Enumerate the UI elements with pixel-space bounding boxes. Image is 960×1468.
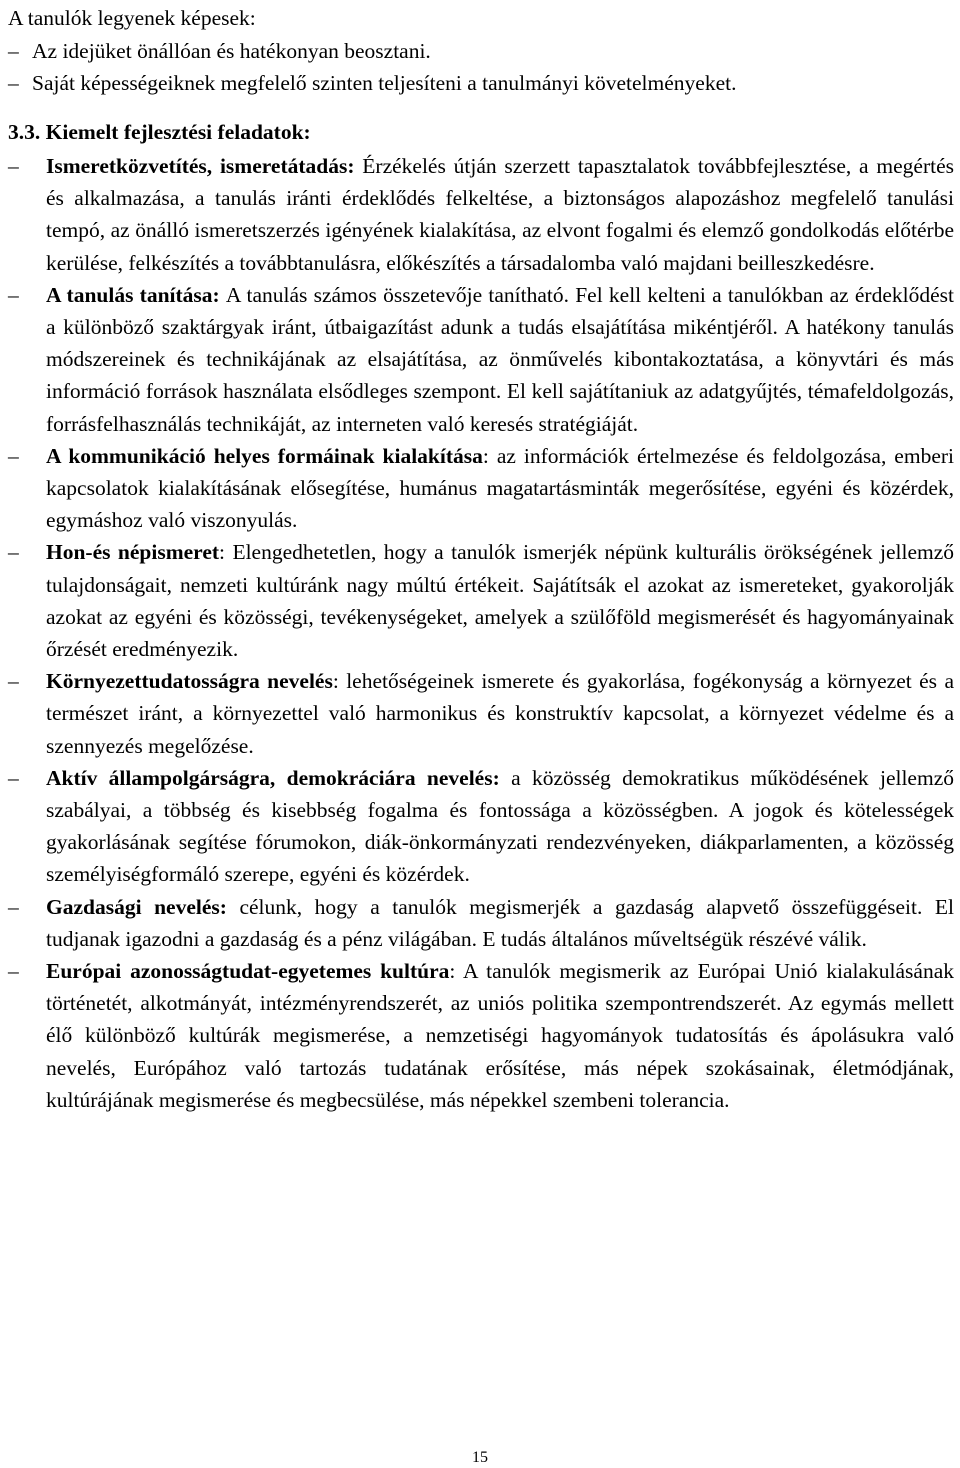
dash-bullet-icon: – [8, 765, 19, 790]
section-number: 3.3. [8, 120, 41, 144]
list-item [8, 762, 954, 891]
item-text: A tanulás számos összetevője tanítható. Fel kell kelteni a tanulókban az érdeklődést a különböző szaktárgyak iránt, útbaigazítást adunk a tudás elsajátítása mikéntjéről. A hatékony tanulás módszereinek és technikájának az elsajátítása, az önművelés kibontakoztatása, a könyvtári és más információ források használata elsődleges szempont. El kell sajátítaniuk az adatgyűjtés, témafeldolgozás, forrásfelhasználás technikáját, az interneten való keresés stratégiáját. [46, 282, 954, 436]
page-number: 15 [472, 1449, 488, 1466]
section-title: Kiemelt fejlesztési feladatok: [45, 120, 311, 144]
dash-bullet-icon: – [8, 443, 19, 468]
item-text: Érzékelés útján szerzett tapasztalatok továbbfejlesztése, a megértés és alkalmazása, a tanulás iránti érdeklődés felkeltése, a biztonságos alapozáshoz megfelelő tanulási tempó, az önálló ismeretszerzés igényének kialakítása, az elvont fogalmi és elemző gondolkodás előtérbe kerülése, felkészítés a továbbtanulásra, előkészítés a társadalomba való majdani beilleszkedésre. [46, 154, 954, 275]
intro-item [8, 67, 953, 100]
dash-bullet-icon: – [8, 38, 19, 63]
item-term: Környezettudatosságra nevelés [46, 669, 333, 694]
dash-bullet-icon: – [8, 282, 19, 307]
dash-bullet-icon: – [8, 71, 19, 95]
list-item [8, 955, 954, 1116]
item-text: célunk, hogy a tanulók megismerjék a gazdaság alapvető összefüggéseit. El tudjanak igazodni a gazdaság és a pénz világában. E tudás általános műveltségük részévé válik. [46, 894, 955, 951]
section-heading [8, 116, 311, 149]
list-item [8, 536, 954, 665]
list-item [8, 440, 954, 537]
item-term: Európai azonosságtudat-egyetemes kultúra [46, 959, 450, 984]
dash-bullet-icon: – [8, 894, 19, 919]
intro-item-text: Saját képességeiknek megfelelő szinten teljesíteni a tanulmányi követelményeket. [32, 71, 737, 95]
item-text: : Elengedhetetlen, hogy a tanulók ismerjék népünk kulturális örökségének jellemző tulajdonságait, nemzeti kultúránk nagy múltú értékeit. Sajátítsák el azokat az ismereteket, gyakorolják azokat az egyéni és közösségi, tevékenységeket, amelyek a szülőföld megismerését és hagyományainak őrzését eredményezik. [46, 540, 954, 662]
item-term: Aktív állampolgárságra, demokráciára nevelés: [46, 765, 512, 790]
item-text: a közösség demokratikus működésének jellemző szabályai, a többség és kisebbség fogalma és fontossága a közösségben. A jogok és kötelességek gyakorlásának segítése fórumokon, diák-önkormányzati rendezvényeken, diákparlamenten, a közösség személyiségformáló szerepe, egyéni és közérdek. [46, 765, 954, 887]
list-item [8, 891, 954, 955]
item-term: A kommunikáció helyes formáinak kialakítása [46, 443, 483, 468]
dash-bullet-icon: – [8, 154, 19, 178]
item-text: : lehetőségeinek ismerete és gyakorlása, fogékonyság a környezet és a természet iránt, a környezettel való harmonikus és konstruktív kapcsolat, a környezet védelme és a szennyezés megelőzése. [46, 669, 954, 758]
development-task-list [8, 150, 954, 1116]
list-item [8, 150, 954, 279]
dash-bullet-icon: – [8, 669, 19, 694]
dash-bullet-icon: – [8, 959, 19, 984]
list-item [8, 665, 954, 762]
list-item [8, 279, 954, 440]
intro-heading: A tanulók legyenek képesek: [8, 6, 256, 30]
item-text: : az információk értelmezése és feldolgozása, emberi kapcsolatok kialakításának elősegítése, humánus magatartásminták megerősítése, egyéni és közérdek, egymáshoz való viszonyulás. [46, 443, 954, 533]
item-text: : A tanulók megismerik az Európai Unió kialakulásának történetét, alkotmányát, intézményrendszerét, az uniós politika szempontrendszerét. Az egymás mellett élő különböző kultúrák megismerése, a nemzetiségi hagyományok tudatosítás és ápolásukra való nevelés, Európához való tartozás tudatának erősítése, más népek szokásainak, életmódjának, kultúrájának megismerése és megbecsülése, más népekkel szembeni tolerancia. [46, 959, 954, 1112]
item-term: Ismeretközvetítés, ismeretátadás: [46, 154, 355, 178]
dash-bullet-icon: – [8, 540, 19, 565]
item-term: Hon-és népismeret [46, 540, 220, 565]
intro-item [8, 35, 953, 68]
intro-item-text: Az idejüket önállóan és hatékonyan beosztani. [32, 38, 431, 63]
intro-block [8, 2, 953, 100]
item-term: A tanulás tanítása: [46, 282, 226, 307]
item-term: Gazdasági nevelés: [46, 894, 227, 919]
